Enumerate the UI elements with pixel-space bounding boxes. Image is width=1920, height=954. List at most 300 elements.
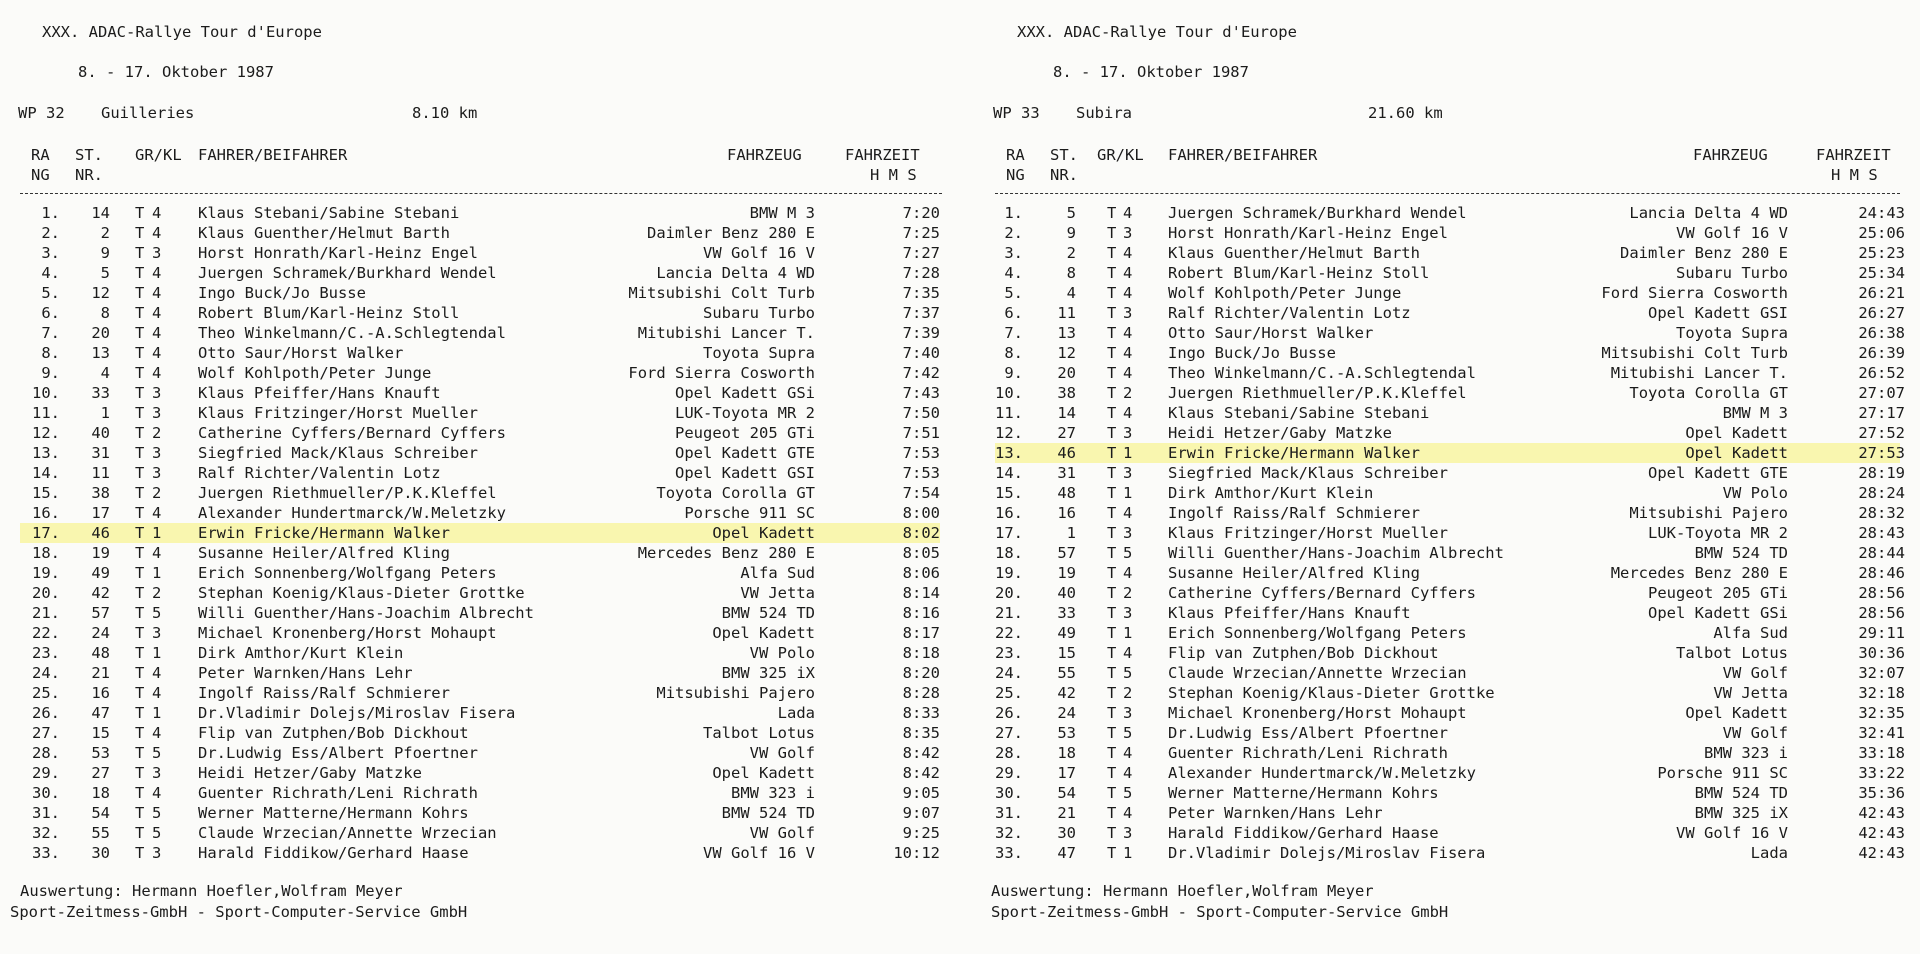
rank-cell: 3.: [1004, 244, 1023, 262]
class-cell: 4: [152, 544, 162, 562]
car-cell: Subaru Turbo: [703, 304, 815, 322]
car-cell: VW Jetta: [740, 584, 815, 602]
start-number-cell: 40: [1057, 584, 1076, 602]
start-number-cell: 12: [91, 284, 110, 302]
col-car: FAHRZEUG: [1693, 146, 1768, 164]
time-cell: 26:52: [1858, 364, 1905, 382]
table-row: [0, 683, 960, 703]
time-cell: 8:20: [902, 664, 940, 682]
time-cell: 9:05: [902, 784, 940, 802]
start-number-cell: 2: [1066, 244, 1076, 262]
class-cell: 1: [152, 524, 162, 542]
start-number-cell: 30: [1057, 824, 1076, 842]
start-number-cell: 15: [91, 724, 110, 742]
class-cell: 4: [1123, 804, 1133, 822]
driver-cell: Dr.Ludwig Ess/Albert Pfoertner: [198, 744, 478, 762]
group-cell: T: [135, 684, 145, 702]
table-row: [975, 323, 1920, 343]
time-cell: 28:56: [1858, 604, 1905, 622]
driver-cell: Dirk Amthor/Kurt Klein: [198, 644, 404, 662]
stage-distance: 8.10 km: [412, 104, 478, 122]
car-cell: Opel Kadett GSI: [675, 464, 815, 482]
rank-cell: 15.: [995, 484, 1023, 502]
car-cell: Mitsubishi Pajero: [656, 684, 815, 702]
driver-cell: Dr.Ludwig Ess/Albert Pfoertner: [1168, 724, 1448, 742]
group-cell: T: [1107, 684, 1117, 702]
table-row: [0, 603, 960, 623]
car-cell: VW Golf: [749, 744, 815, 762]
time-cell: 8:42: [902, 744, 940, 762]
start-number-cell: 48: [91, 644, 110, 662]
class-cell: 1: [152, 704, 162, 722]
col-start-number: ST.: [1050, 146, 1078, 164]
start-number-cell: 18: [91, 784, 110, 802]
driver-cell: Peter Warnken/Hans Lehr: [1168, 804, 1383, 822]
footer-company: Sport-Zeitmess-GmbH - Sport-Computer-Service GmbH: [10, 903, 468, 921]
start-number-cell: 5: [100, 264, 110, 282]
col-start-number: ST.: [75, 146, 103, 164]
time-cell: 8:05: [902, 544, 940, 562]
group-cell: T: [1107, 664, 1117, 682]
rank-cell: 29.: [32, 764, 60, 782]
group-cell: T: [1107, 604, 1117, 622]
rank-cell: 21.: [995, 604, 1023, 622]
rank-cell: 31.: [32, 804, 60, 822]
start-number-cell: 27: [91, 764, 110, 782]
rank-cell: 14.: [32, 464, 60, 482]
time-cell: 26:27: [1858, 304, 1905, 322]
class-cell: 3: [1123, 424, 1133, 442]
group-cell: T: [1107, 284, 1117, 302]
event-dates: 8. - 17. Oktober 1987: [1053, 63, 1249, 81]
class-cell: 4: [1123, 564, 1133, 582]
car-cell: BMW M 3: [1722, 404, 1788, 422]
group-cell: T: [135, 584, 145, 602]
class-cell: 2: [152, 584, 162, 602]
table-row: [975, 703, 1920, 723]
start-number-cell: 5: [1066, 204, 1076, 222]
group-cell: T: [1107, 344, 1117, 362]
group-cell: T: [135, 424, 145, 442]
time-cell: 7:20: [902, 204, 940, 222]
driver-cell: Erwin Fricke/Hermann Walker: [198, 524, 450, 542]
driver-cell: Stephan Koenig/Klaus-Dieter Grottke: [1168, 684, 1495, 702]
driver-cell: Wolf Kohlpoth/Peter Junge: [1168, 284, 1402, 302]
time-cell: 7:53: [902, 464, 940, 482]
time-cell: 26:38: [1858, 324, 1905, 342]
start-number-cell: 2: [100, 224, 110, 242]
table-row: [0, 703, 960, 723]
start-number-cell: 57: [1057, 544, 1076, 562]
start-number-cell: 16: [1057, 504, 1076, 522]
rank-cell: 27.: [32, 724, 60, 742]
class-cell: 4: [1123, 244, 1133, 262]
driver-cell: Wolf Kohlpoth/Peter Junge: [198, 364, 432, 382]
rank-cell: 22.: [995, 624, 1023, 642]
class-cell: 4: [152, 364, 162, 382]
class-cell: 3: [152, 624, 162, 642]
car-cell: VW Golf 16 V: [1676, 224, 1788, 242]
class-cell: 4: [1123, 644, 1133, 662]
class-cell: 5: [152, 604, 162, 622]
table-row: [975, 303, 1920, 323]
time-cell: 7:28: [902, 264, 940, 282]
rank-cell: 21.: [32, 604, 60, 622]
rank-cell: 6.: [41, 304, 60, 322]
car-cell: LUK-Toyota MR 2: [1648, 524, 1788, 542]
time-cell: 26:39: [1858, 344, 1905, 362]
class-cell: 1: [1123, 844, 1133, 862]
time-cell: 32:18: [1858, 684, 1905, 702]
start-number-cell: 12: [1057, 344, 1076, 362]
class-cell: 3: [152, 844, 162, 862]
start-number-cell: 31: [91, 444, 110, 462]
car-cell: Mitubishi Lancer T.: [637, 324, 815, 342]
table-row: [0, 723, 960, 743]
class-cell: 4: [152, 304, 162, 322]
table-row: [975, 603, 1920, 623]
class-cell: 3: [152, 444, 162, 462]
start-number-cell: 16: [91, 684, 110, 702]
class-cell: 4: [152, 344, 162, 362]
driver-cell: Heidi Hetzer/Gaby Matzke: [1168, 424, 1392, 442]
group-cell: T: [1107, 784, 1117, 802]
start-number-cell: 54: [91, 804, 110, 822]
time-cell: 7:53: [902, 444, 940, 462]
table-row: [0, 643, 960, 663]
table-row: [975, 363, 1920, 383]
group-cell: T: [1107, 704, 1117, 722]
table-row: [0, 483, 960, 503]
car-cell: Talbot Lotus: [1676, 644, 1788, 662]
car-cell: BMW 325 iX: [721, 664, 815, 682]
time-cell: 28:46: [1858, 564, 1905, 582]
driver-cell: Werner Matterne/Hermann Kohrs: [1168, 784, 1439, 802]
start-number-cell: 47: [91, 704, 110, 722]
rank-cell: 15.: [32, 484, 60, 502]
class-cell: 1: [1123, 484, 1133, 502]
class-cell: 4: [152, 684, 162, 702]
header-divider: [995, 193, 1900, 194]
car-cell: Peugeot 205 GTi: [1648, 584, 1788, 602]
rank-cell: 11.: [995, 404, 1023, 422]
start-number-cell: 19: [91, 544, 110, 562]
start-number-cell: 17: [91, 504, 110, 522]
rank-cell: 13.: [995, 444, 1023, 462]
group-cell: T: [135, 724, 145, 742]
group-cell: T: [1107, 304, 1117, 322]
group-cell: T: [135, 304, 145, 322]
start-number-cell: 14: [1057, 404, 1076, 422]
group-cell: T: [135, 444, 145, 462]
table-row: [975, 743, 1920, 763]
car-cell: BMW 524 TD: [1694, 544, 1788, 562]
group-cell: T: [1107, 244, 1117, 262]
car-cell: Mitsubishi Colt Turb: [628, 284, 815, 302]
rank-cell: 3.: [41, 244, 60, 262]
group-cell: T: [135, 764, 145, 782]
class-cell: 5: [1123, 784, 1133, 802]
rank-cell: 17.: [32, 524, 60, 542]
group-cell: T: [135, 644, 145, 662]
time-cell: 7:50: [902, 404, 940, 422]
rank-cell: 12.: [995, 424, 1023, 442]
driver-cell: Harald Fiddikow/Gerhard Haase: [1168, 824, 1439, 842]
rank-cell: 2.: [41, 224, 60, 242]
table-row: [0, 443, 960, 463]
group-cell: T: [135, 324, 145, 342]
start-number-cell: 9: [1066, 224, 1076, 242]
group-cell: T: [1107, 724, 1117, 742]
rank-cell: 32.: [32, 824, 60, 842]
class-cell: 1: [152, 564, 162, 582]
car-cell: VW Golf: [749, 824, 815, 842]
rank-cell: 31.: [995, 804, 1023, 822]
rank-cell: 19.: [995, 564, 1023, 582]
class-cell: 3: [152, 244, 162, 262]
car-cell: Opel Kadett GTE: [675, 444, 815, 462]
time-cell: 27:17: [1858, 404, 1905, 422]
start-number-cell: 57: [91, 604, 110, 622]
car-cell: VW Jetta: [1713, 684, 1788, 702]
time-cell: 7:43: [902, 384, 940, 402]
class-cell: 3: [1123, 524, 1133, 542]
rank-cell: 11.: [32, 404, 60, 422]
table-row: [975, 723, 1920, 743]
driver-cell: Klaus Stebani/Sabine Stebani: [1168, 404, 1430, 422]
car-cell: BMW 524 TD: [1694, 784, 1788, 802]
class-cell: 1: [152, 644, 162, 662]
time-cell: 35:36: [1858, 784, 1905, 802]
driver-cell: Michael Kronenberg/Horst Mohaupt: [198, 624, 497, 642]
class-cell: 4: [152, 324, 162, 342]
car-cell: Mitsubishi Colt Turb: [1601, 344, 1788, 362]
driver-cell: Werner Matterne/Hermann Kohrs: [198, 804, 469, 822]
car-cell: Opel Kadett: [1685, 704, 1788, 722]
group-cell: T: [1107, 824, 1117, 842]
start-number-cell: 33: [1057, 604, 1076, 622]
start-number-cell: 24: [1057, 704, 1076, 722]
time-cell: 7:27: [902, 244, 940, 262]
driver-cell: Alexander Hundertmarck/W.Meletzky: [198, 504, 506, 522]
car-cell: Talbot Lotus: [703, 724, 815, 742]
car-cell: Opel Kadett GSI: [1648, 304, 1788, 322]
rank-cell: 6.: [1004, 304, 1023, 322]
footer-company: Sport-Zeitmess-GmbH - Sport-Computer-Service GmbH: [991, 903, 1449, 921]
start-number-cell: 14: [91, 204, 110, 222]
class-cell: 2: [1123, 684, 1133, 702]
group-cell: T: [1107, 464, 1117, 482]
class-cell: 1: [1123, 624, 1133, 642]
group-cell: T: [1107, 764, 1117, 782]
driver-cell: Ingo Buck/Jo Busse: [198, 284, 366, 302]
car-cell: Lancia Delta 4 WD: [656, 264, 815, 282]
car-cell: BMW 323 i: [731, 784, 815, 802]
driver-cell: Ingolf Raiss/Ralf Schmierer: [198, 684, 450, 702]
table-row: [975, 683, 1920, 703]
results-table: [975, 203, 1920, 863]
car-cell: VW Golf: [1722, 724, 1788, 742]
group-cell: T: [1107, 624, 1117, 642]
table-row: [975, 203, 1920, 223]
table-row: [0, 303, 960, 323]
start-number-cell: 54: [1057, 784, 1076, 802]
start-number-cell: 19: [1057, 564, 1076, 582]
time-cell: 8:00: [902, 504, 940, 522]
driver-cell: Harald Fiddikow/Gerhard Haase: [198, 844, 469, 862]
start-number-cell: 21: [1057, 804, 1076, 822]
time-cell: 42:43: [1858, 804, 1905, 822]
event-dates: 8. - 17. Oktober 1987: [78, 63, 274, 81]
driver-cell: Claude Wrzecian/Annette Wrzecian: [1168, 664, 1467, 682]
table-row: [0, 563, 960, 583]
car-cell: VW Polo: [1722, 484, 1788, 502]
start-number-cell: 49: [91, 564, 110, 582]
rank-cell: 23.: [995, 644, 1023, 662]
table-row: [0, 323, 960, 343]
car-cell: Porsche 911 SC: [1657, 764, 1788, 782]
driver-cell: Catherine Cyffers/Bernard Cyffers: [1168, 584, 1476, 602]
group-cell: T: [135, 524, 145, 542]
table-row: [975, 483, 1920, 503]
time-cell: 25:06: [1858, 224, 1905, 242]
car-cell: Toyota Supra: [1676, 324, 1788, 342]
rank-cell: 19.: [32, 564, 60, 582]
class-cell: 4: [152, 264, 162, 282]
event-title: XXX. ADAC-Rallye Tour d'Europe: [1017, 23, 1297, 41]
group-cell: T: [1107, 504, 1117, 522]
car-cell: Alfa Sud: [740, 564, 815, 582]
start-number-cell: 17: [1057, 764, 1076, 782]
car-cell: Porsche 911 SC: [684, 504, 815, 522]
group-cell: T: [135, 464, 145, 482]
time-cell: 28:24: [1858, 484, 1905, 502]
time-cell: 28:43: [1858, 524, 1905, 542]
time-cell: 42:43: [1858, 844, 1905, 862]
start-number-cell: 55: [1057, 664, 1076, 682]
driver-cell: Heidi Hetzer/Gaby Matzke: [198, 764, 422, 782]
car-cell: Lada: [777, 704, 815, 722]
table-row: [0, 663, 960, 683]
time-cell: 25:23: [1858, 244, 1905, 262]
car-cell: BMW 524 TD: [721, 804, 815, 822]
start-number-cell: 15: [1057, 644, 1076, 662]
table-row: [975, 843, 1920, 863]
class-cell: 4: [1123, 504, 1133, 522]
group-cell: T: [135, 484, 145, 502]
driver-cell: Alexander Hundertmarck/W.Meletzky: [1168, 764, 1476, 782]
group-cell: T: [135, 264, 145, 282]
rank-cell: 33.: [995, 844, 1023, 862]
time-cell: 8:02: [902, 524, 940, 542]
col-rank-2: NG: [1006, 166, 1025, 184]
car-cell: Toyota Corolla GT: [656, 484, 815, 502]
class-cell: 4: [1123, 264, 1133, 282]
group-cell: T: [1107, 264, 1117, 282]
time-cell: 8:33: [902, 704, 940, 722]
start-number-cell: 20: [1057, 364, 1076, 382]
group-cell: T: [135, 384, 145, 402]
driver-cell: Flip van Zutphen/Bob Dickhout: [198, 724, 469, 742]
table-row: [0, 283, 960, 303]
table-row: [0, 243, 960, 263]
class-cell: 4: [1123, 344, 1133, 362]
group-cell: T: [1107, 424, 1117, 442]
time-cell: 32:07: [1858, 664, 1905, 682]
start-number-cell: 4: [1066, 284, 1076, 302]
driver-cell: Juergen Riethmueller/P.K.Kleffel: [1168, 384, 1467, 402]
col-rank: RA: [31, 146, 50, 164]
time-cell: 7:40: [902, 344, 940, 362]
driver-cell: Klaus Pfeiffer/Hans Knauft: [1168, 604, 1411, 622]
stage-distance: 21.60 km: [1368, 104, 1443, 122]
driver-cell: Siegfried Mack/Klaus Schreiber: [1168, 464, 1448, 482]
stage-number: WP 32: [18, 104, 65, 122]
class-cell: 4: [152, 284, 162, 302]
table-row: [975, 643, 1920, 663]
rank-cell: 22.: [32, 624, 60, 642]
table-row: [975, 403, 1920, 423]
time-cell: 8:14: [902, 584, 940, 602]
table-row: [975, 243, 1920, 263]
driver-cell: Klaus Guenther/Helmut Barth: [1168, 244, 1420, 262]
class-cell: 4: [1123, 404, 1133, 422]
table-row: [995, 443, 1905, 463]
group-cell: T: [135, 544, 145, 562]
start-number-cell: 46: [91, 524, 110, 542]
class-cell: 2: [1123, 384, 1133, 402]
group-cell: T: [135, 824, 145, 842]
table-row: [975, 563, 1920, 583]
car-cell: VW Golf 16 V: [1676, 824, 1788, 842]
driver-cell: Claude Wrzecian/Annette Wrzecian: [198, 824, 497, 842]
car-cell: BMW M 3: [749, 204, 815, 222]
time-cell: 7:51: [902, 424, 940, 442]
start-number-cell: 48: [1057, 484, 1076, 502]
col-rank-2: NG: [31, 166, 50, 184]
group-cell: T: [135, 744, 145, 762]
rank-cell: 29.: [995, 764, 1023, 782]
driver-cell: Susanne Heiler/Alfred Kling: [198, 544, 450, 562]
class-cell: 4: [152, 784, 162, 802]
rank-cell: 33.: [32, 844, 60, 862]
time-cell: 33:22: [1858, 764, 1905, 782]
driver-cell: Guenter Richrath/Leni Richrath: [1168, 744, 1448, 762]
class-cell: 4: [1123, 364, 1133, 382]
group-cell: T: [1107, 744, 1117, 762]
event-title: XXX. ADAC-Rallye Tour d'Europe: [42, 23, 322, 41]
driver-cell: Ingolf Raiss/Ralf Schmierer: [1168, 504, 1420, 522]
start-number-cell: 53: [1057, 724, 1076, 742]
col-time: FAHRZEIT: [845, 146, 920, 164]
time-cell: 8:16: [902, 604, 940, 622]
table-row: [0, 803, 960, 823]
results-sheet-wp33: [975, 0, 1920, 954]
group-cell: T: [135, 344, 145, 362]
driver-cell: Klaus Pfeiffer/Hans Knauft: [198, 384, 441, 402]
car-cell: VW Polo: [749, 644, 815, 662]
start-number-cell: 8: [1066, 264, 1076, 282]
time-cell: 33:18: [1858, 744, 1905, 762]
start-number-cell: 9: [100, 244, 110, 262]
driver-cell: Theo Winkelmann/C.-A.Schlegtendal: [1168, 364, 1476, 382]
time-cell: 28:44: [1858, 544, 1905, 562]
driver-cell: Robert Blum/Karl-Heinz Stoll: [1168, 264, 1430, 282]
class-cell: 5: [1123, 724, 1133, 742]
table-row: [0, 623, 960, 643]
group-cell: T: [135, 784, 145, 802]
table-row: [975, 523, 1920, 543]
